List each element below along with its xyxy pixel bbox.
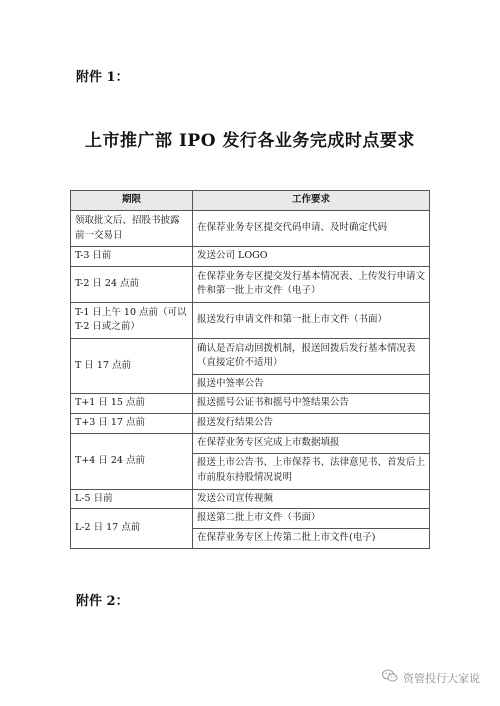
- table-row: [71, 509, 430, 529]
- deadline-cell: T+4 日 24 点前: [71, 433, 193, 489]
- task-cell: 发送公司宣传视频: [193, 489, 430, 509]
- deadline-cell: 领取批文后、招股书披露前一交易日: [71, 211, 193, 247]
- task-cell: 报送摇号公证书和摇号中签结果公告: [193, 394, 430, 414]
- task-cell: 确认是否启动回拨机制，报送回拨后发行基本情况表（直接定价不适用）: [193, 338, 430, 374]
- watermark: [382, 669, 480, 686]
- task-cell: 报送发行结果公告: [193, 414, 430, 434]
- wechat-icon: [382, 669, 403, 686]
- document-title: 上市推广部 IPO 发行各业务完成时点要求: [85, 131, 415, 151]
- task-cell: 报送中签率公告: [193, 374, 430, 394]
- task-cell: 报送上市公告书、上市保荐书、法律意见书、首发后上市前股东持股情况说明: [193, 453, 430, 489]
- table-row: [71, 338, 430, 374]
- task-cell: 发送公司 LOGO: [193, 247, 430, 267]
- deadline-cell: T 日 17 点前: [71, 338, 193, 394]
- deadline-cell: T-3 日前: [71, 247, 193, 267]
- header-deadline: 期限: [71, 191, 193, 211]
- task-cell: 报送第二批上市文件（书面）: [193, 509, 430, 529]
- table-row: [71, 394, 430, 414]
- attachment-1-label: 附件 1：: [76, 70, 129, 85]
- deadline-cell: L-2 日 17 点前: [71, 509, 193, 548]
- deadline-cell: T+1 日 15 点前: [71, 394, 193, 414]
- table-row: [71, 211, 430, 247]
- deadline-cell: T-1 日上午 10 点前（可以 T-2 日或之前）: [71, 302, 193, 338]
- task-cell: 报送发行申请文件和第一批上市文件（书面）: [193, 302, 430, 338]
- task-cell: 在保荐业务专区提交代码申请、及时确定代码: [193, 211, 430, 247]
- table-row: [71, 414, 430, 434]
- attachment-2-label: 附件 2：: [76, 594, 129, 609]
- task-cell: 在保荐业务专区提交发行基本情况表、上传发行申请文件和第一批上市文件（电子）: [193, 266, 430, 302]
- task-cell: 在保荐业务专区上传第二批上市文件(电子): [193, 529, 430, 549]
- watermark-text: 资管投行大家说: [403, 671, 480, 685]
- deadline-cell: L-5 日前: [71, 489, 193, 509]
- table-row: [71, 433, 430, 453]
- table-row: [71, 489, 430, 509]
- table-header-row: [71, 191, 430, 211]
- deadline-table: [70, 190, 430, 549]
- task-cell: 在保荐业务专区完成上市数据填报: [193, 433, 430, 453]
- table-row: [71, 247, 430, 267]
- table-row: [71, 302, 430, 338]
- table-row: [71, 266, 430, 302]
- header-requirements: 工作要求: [193, 191, 430, 211]
- deadline-cell: T-2 日 24 点前: [71, 266, 193, 302]
- deadline-cell: T+3 日 17 点前: [71, 414, 193, 434]
